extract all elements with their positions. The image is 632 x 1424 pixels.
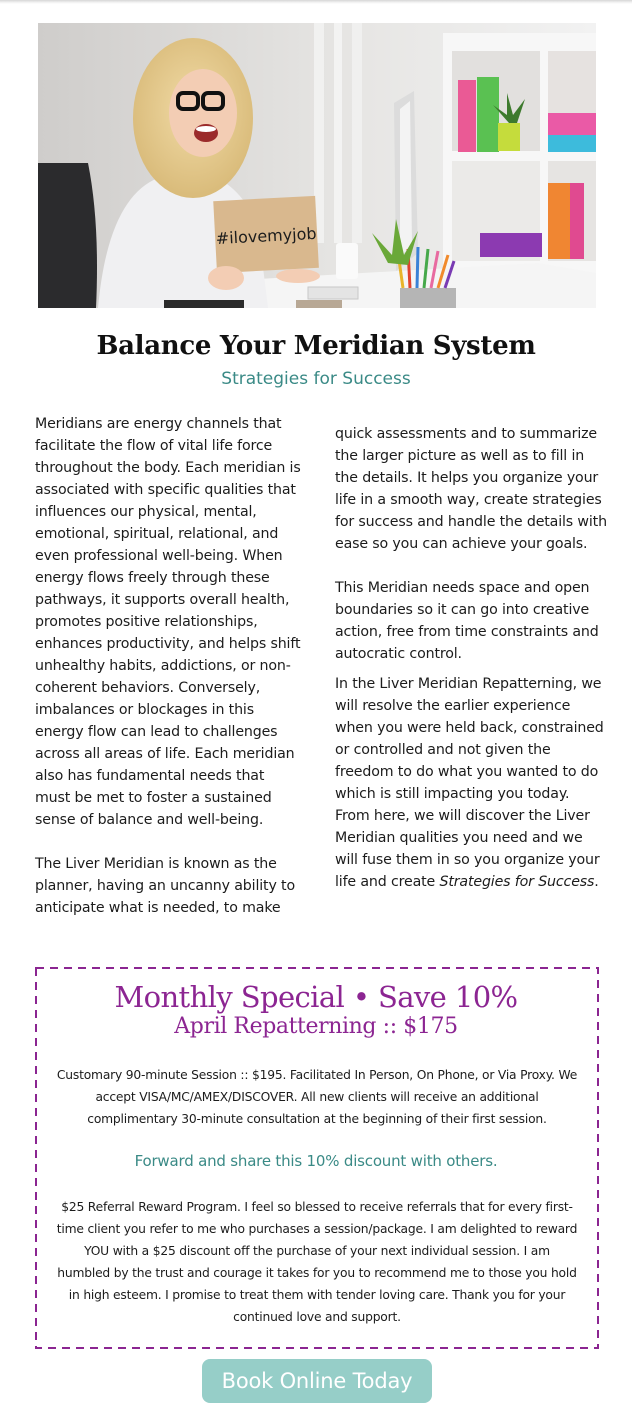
article-text: In the Liver Meridian Repatterning, we will resolve the earlier experience when you were held back, constrained or controlled and not given the freedom to do what you wanted to do which is still impacting you today. From here, we will discover the Liver Meridian qualities you need and we will fuse them in so you organize your life and create — [335, 676, 604, 890]
hero-image — [38, 23, 596, 308]
special-heading: Monthly Special • Save 10% — [114, 980, 518, 1014]
referral-program-text: $25 Referral Reward Program. I feel so blessed to receive referrals that for every first-time client you refer to me who purchases a session/package. I am delighted to reward YOU with a $25 discount off the purchase of your next individual session. I am humbled by the trust and courage it takes for you to recommend me to those you hold in high esteem. I promise to treat them with tender loving care. Thank you for your continued love and support. — [56, 1200, 578, 1324]
article-paragraph: This Meridian needs space and open boundaries so it can go into creative action, free from time constraints and autocratic control. — [335, 580, 599, 662]
article-column-right — [335, 423, 607, 915]
top-shadow-bar — [0, 0, 632, 4]
book-online-button[interactable]: Book Online Today — [202, 1359, 432, 1403]
article-paragraph: Meridians are energy channels that facilitate the flow of vital life force throughout the body. Each meridian is associated with specific qualities that influences our physical, mental, emotional, spiritual, relational, and even professional well-being. When energy flows freely through these pathways, it supports overall health, promotes positive relationships, enhances productivity, and helps shift unhealthy habits, addictions, or non-coherent behaviors. Conversely, imbalances or blockages in this energy flow can lead to challenges across all areas of life. Each meridian also has fundamental needs that must be met to foster a sustained sense of balance and well-being. — [35, 416, 301, 828]
article-paragraph — [335, 673, 607, 893]
article-paragraph: The Liver Meridian is known as the planner, having an uncanny ability to anticipate what is needed, to make — [35, 856, 295, 916]
forward-share-text: Forward and share this 10% discount with others. — [134, 1152, 498, 1170]
article-column-left — [35, 413, 303, 941]
page-subtitle: Strategies for Success — [221, 369, 411, 389]
hero-sign-text: #ilovemyjob — [215, 223, 317, 249]
article-paragraph: quick assessments and to summarize the larger picture as well as to fill in the details. It helps you organize your life in a smooth way, create strategies for success and handle the details with ease so you can achieve your goals. — [335, 426, 607, 552]
page-title: Balance Your Meridian System — [96, 331, 536, 361]
hero-illustration — [38, 23, 596, 308]
special-details: Customary 90-minute Session :: $195. Facilitated In Person, On Phone, or Via Proxy. We accept VISA/MC/AMEX/DISCOVER. All new clients will receive an additional complimentary 30-minute consultation at the beginning of their first session. — [56, 1068, 578, 1126]
article-emphasis: Strategies for Success — [439, 874, 595, 890]
special-subheading: April Repatterning :: $175 — [174, 1014, 458, 1039]
article-text-end: . — [594, 874, 599, 890]
